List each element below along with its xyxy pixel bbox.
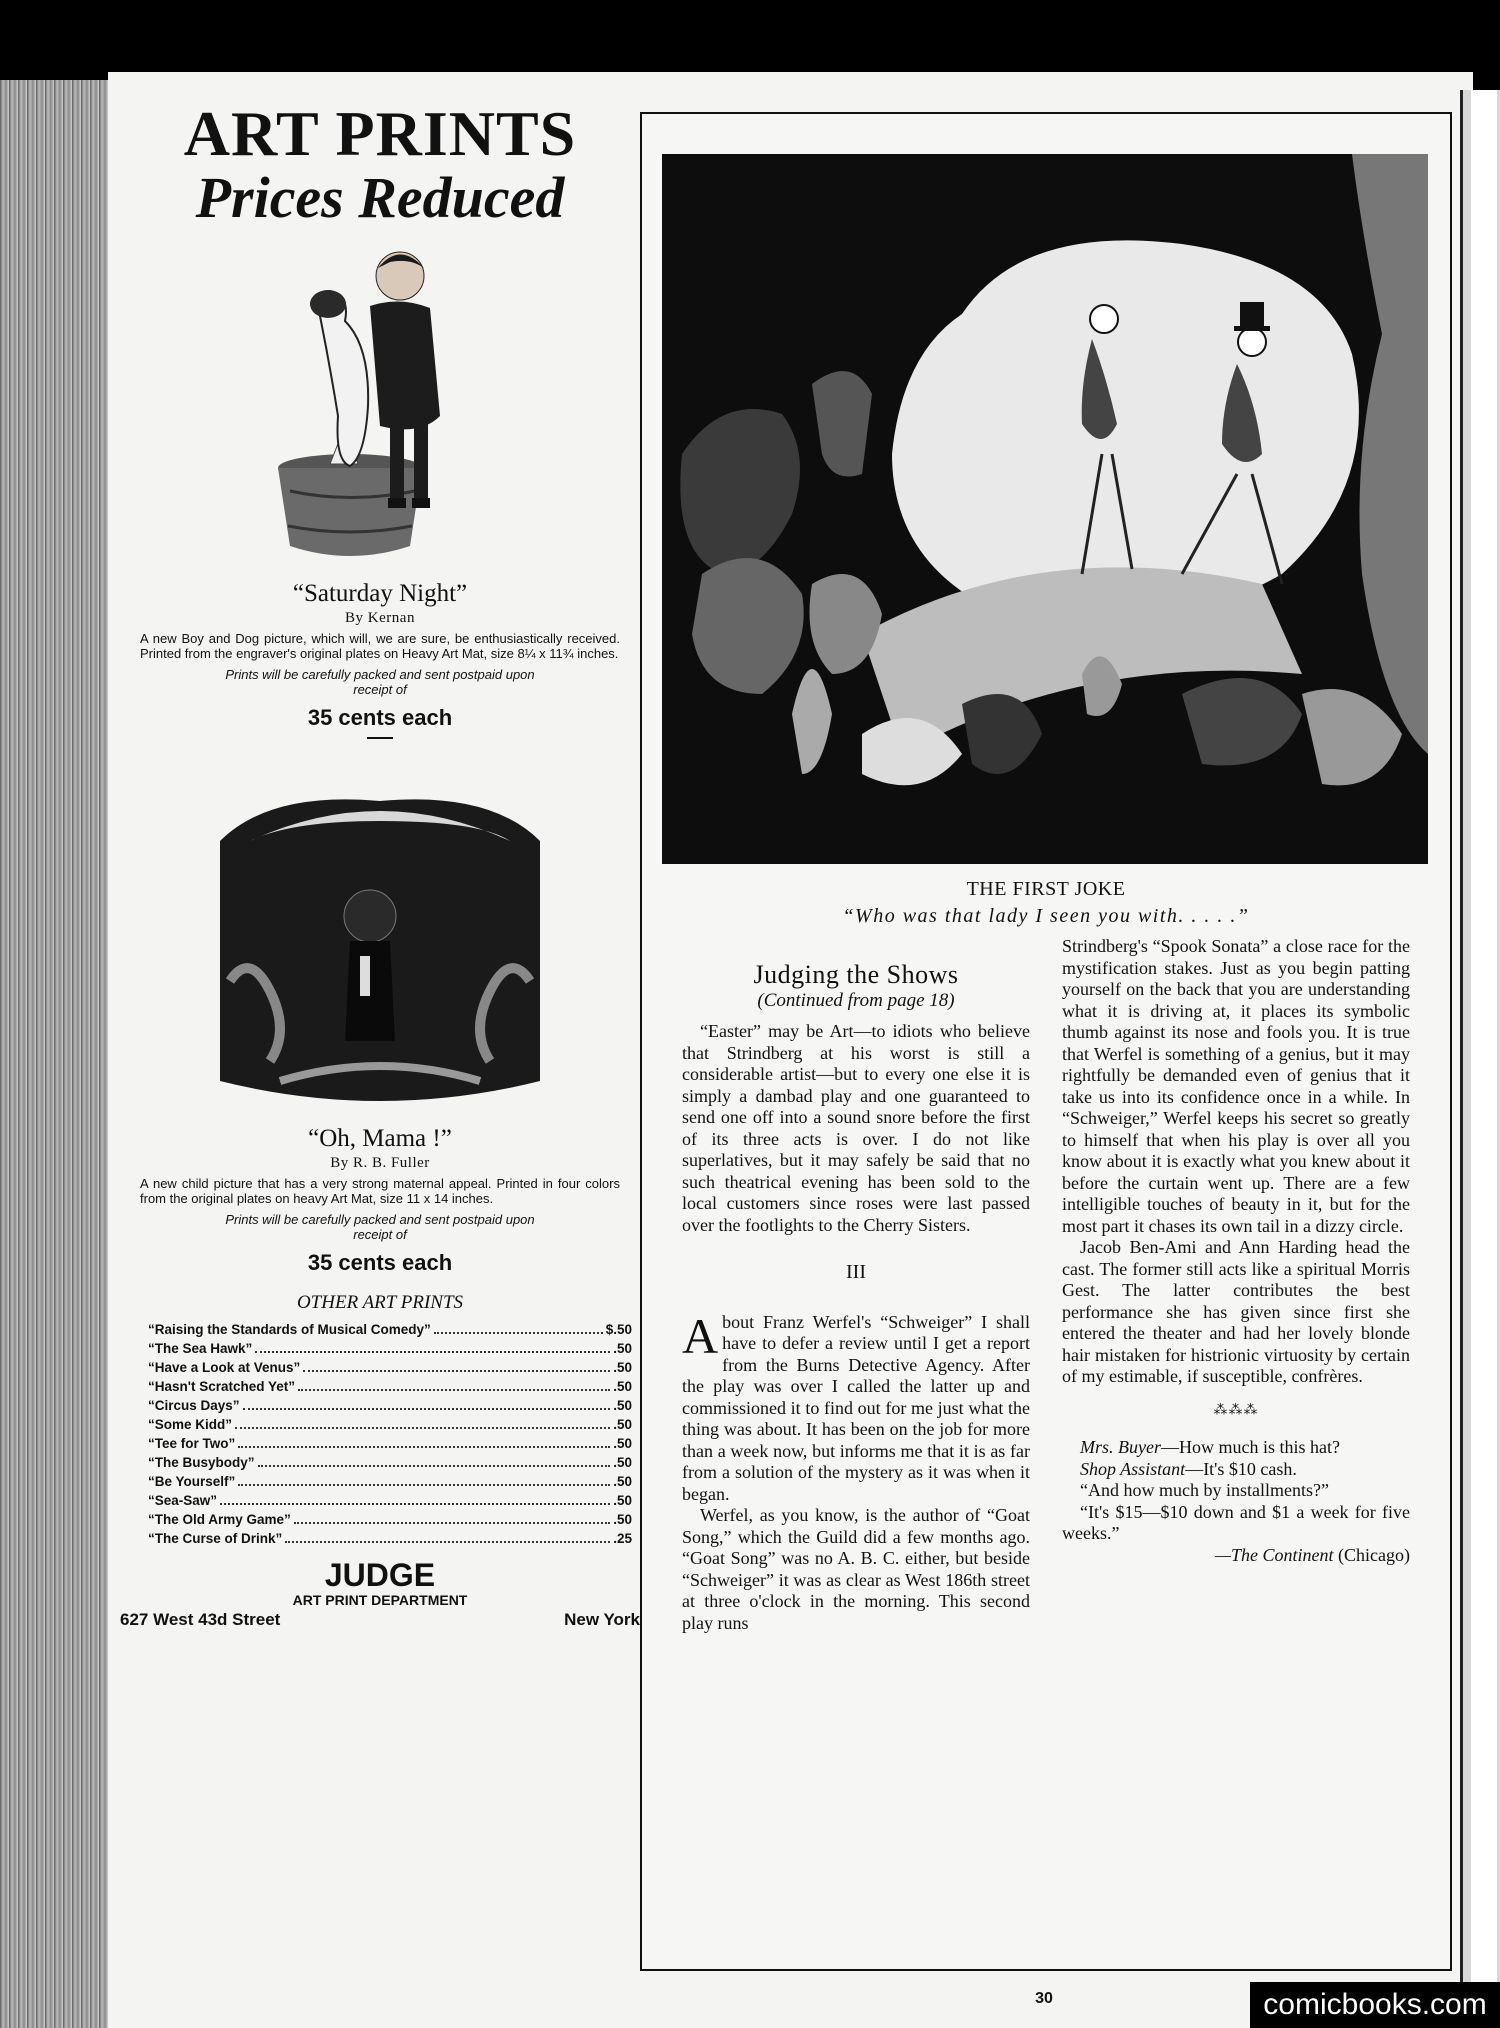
department-name: ART PRINT DEPARTMENT: [292, 1592, 468, 1608]
joke-credit: —The Continent (Chicago): [1215, 1544, 1410, 1565]
print2-price: 35 cents each: [307, 1250, 453, 1275]
article-paragraph: Strindberg's “Spook Sonata” a close race for the mystification stakes. Just as you begin patting yourself on the back that you are understanding what it is driving at, it places its symbolic thumb against its nose and fools you. It is true that Werfel is something of a genius, but it may rightfully be demanded even of genius that it take us into its confidence once in a while. In “Schweiger,” Werfel keeps his secret so greatly to himself that when his play is over all you know about it is exactly what you knew about it before the curtain went up. There are a few intelligible touches of beauty in it, but for the most part it chases its own tail in a dizzy circle.: [1062, 936, 1410, 1236]
print2-description: A new child picture that has a very strong maternal appeal. Printed in four colors from the original plates on heavy Art Mat, size 11 x 14 inches.: [140, 1176, 620, 1206]
book-page-edges: [0, 80, 110, 2028]
continued-note: (Continued from page 18): [757, 989, 955, 1011]
article-paragraph: About Franz Werfel's “Schweiger” I shall have to defer a review until I get a report from the Burns Detective Agency. After the play was over I called the latter up and commissioned it to find out for me just what the thing was about. It has been on the job for more than a week now, but informs me that it is as far from a solution of the mystery as it was when it began.: [682, 1307, 1030, 1504]
print1-byline: By Kernan: [345, 610, 415, 626]
oh-mama-illustration: [210, 781, 550, 1121]
list-item: “Sea-Saw” .50: [148, 1493, 632, 1508]
list-item: “Tee for Two” .50: [148, 1436, 632, 1451]
saturday-night-illustration: [250, 236, 510, 576]
divider: [367, 737, 393, 739]
joke-line: Mrs. Buyer—How much is this hat?: [1080, 1437, 1340, 1457]
print2-title: “Oh, Mama !”: [308, 1125, 452, 1152]
print1-description: A new Boy and Dog picture, which will, we are sure, be enthusiastically received. Printed from the engraver's original plates on Heavy Art Mat, size 8¼ x 11¾ inches.: [140, 631, 620, 661]
list-item: “Some Kidd” .50: [148, 1417, 632, 1432]
list-item: “Raising the Standards of Musical Comedy” $.50: [148, 1322, 632, 1337]
joke-line: “And how much by installments?”: [1080, 1480, 1329, 1500]
city: New York: [564, 1610, 640, 1629]
print1-packed-note: Prints will be carefully packed and sent postpaid upon receipt of: [225, 667, 535, 697]
address-line: [120, 1610, 640, 1630]
article-paragraph: “Easter” may be Art—to idiots who believe that Strindberg at his worst is still a considerable artist—but to every one else it is simply a dambad play and one guaranteed to send one off into a sound snore before the first of its three acts is over. I do not like superlatives, but it may safely be said that no such theatrical evening has been sold to the local customers since roses were last passed over the footlights to the Cherry Sisters.: [682, 1021, 1030, 1235]
print1-title: “Saturday Night”: [292, 580, 468, 607]
street-address: 627 West 43d Street: [120, 1610, 281, 1629]
list-item: “The Sea Hawk” .50: [148, 1341, 632, 1356]
judge-logo: JUDGE: [324, 1557, 436, 1593]
other-prints-list: [148, 1320, 632, 1548]
list-item: “Have a Look at Venus” .50: [148, 1360, 632, 1375]
print2-packed-note: Prints will be carefully packed and sent postpaid upon receipt of: [225, 1212, 535, 1242]
ad-subtitle: Prices Reduced: [195, 165, 565, 230]
section-numeral: III: [846, 1261, 866, 1283]
drop-cap: A: [682, 1307, 719, 1364]
section-ornament: ⁂⁂⁂: [1213, 1402, 1259, 1418]
first-joke-cartoon: [662, 154, 1428, 864]
joke-line: “It's $15—$10 down and $1 a week for five weeks.”: [1062, 1501, 1410, 1543]
list-item: “Hasn't Scratched Yet” .50: [148, 1379, 632, 1394]
page-number: 30: [1035, 1990, 1053, 2007]
article-box: [640, 112, 1452, 1971]
list-item: “The Old Army Game” .50: [148, 1512, 632, 1527]
article-heading: Judging the Shows: [753, 960, 959, 989]
print2-byline: By R. B. Fuller: [330, 1155, 430, 1171]
art-prints-ad: [120, 100, 640, 1630]
list-item: “The Busybody” .50: [148, 1455, 632, 1470]
article-paragraph: Werfel, as you know, is the author of “Goat Song,” which the Guild did a few months ago. “Goat Song” was no A. B. C. either, but beside “Schweiger” it was as clear as West 186th street at three o'clock in the morning. This second play runs: [682, 1505, 1030, 1633]
article-column-2: [1062, 936, 1410, 1566]
article-paragraph: Jacob Ben-Ami and Ann Harding head the cast. The former still acts like a spiritual Morris Gest. The latter contributes the best performance she has given since first she entered the theater and had her lovely blonde hair mistaken for histrionic virtuosity by certain of my estimable, if susceptible, confrères.: [1062, 1237, 1410, 1386]
other-prints-heading: OTHER ART PRINTS: [296, 1292, 464, 1313]
print1-price: 35 cents each: [307, 705, 453, 730]
site-watermark: comicbooks.com: [1250, 1982, 1500, 2028]
list-item: “Circus Days” .50: [148, 1398, 632, 1413]
ad-title: ART PRINTS: [183, 98, 577, 169]
article-column-1: [682, 956, 1030, 1634]
list-item: “Be Yourself” .50: [148, 1474, 632, 1489]
list-item: “The Curse of Drink” .25: [148, 1531, 632, 1546]
cartoon-caption: “Who was that lady I seen you with. . . . .”: [842, 905, 1250, 927]
next-page-edge: [1460, 90, 1500, 2028]
joke-line: Shop Assistant—It's $10 cash.: [1080, 1458, 1297, 1479]
cartoon-title: THE FIRST JOKE: [966, 878, 1126, 900]
